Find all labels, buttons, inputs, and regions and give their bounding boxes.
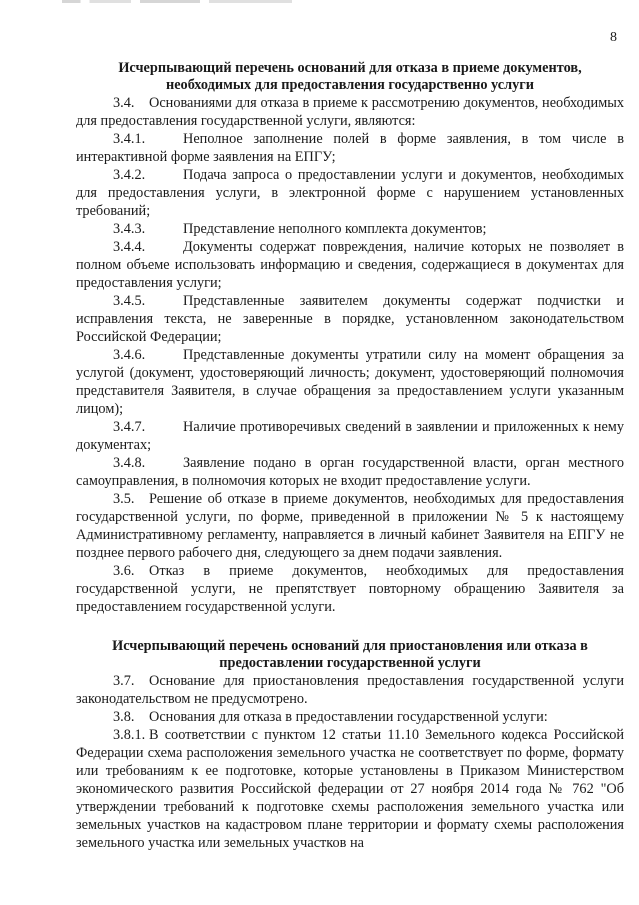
clause-text: Основание для приостановления предоставления государственной услуги законодательством не предусмотрено.	[76, 673, 624, 707]
clause-text: Заявление подано в орган государственной власти, орган местного самоуправления, в полномочия которых не входит предоставление услуги.	[76, 455, 624, 489]
clause-text: Представленные документы утратили силу на момент обращения за услугой (документ, удостоверяющий личность; документ, удостоверяющий полномочия представителя Заявителя, в случае обращения за предоставлением услуги указанным лицом);	[76, 347, 624, 417]
paragraph	[76, 708, 624, 726]
clause-number: 3.4.3.	[113, 221, 146, 237]
clause-number: 3.5.	[113, 491, 135, 507]
paragraph	[76, 220, 624, 238]
paragraph	[76, 672, 624, 708]
clause-text: Неполное заполнение полей в форме заявления, в том числе в интерактивной форме заявления на ЕПГУ;	[76, 131, 624, 165]
clause-number: 3.4.6.	[113, 347, 146, 363]
clause-number: 3.4.	[113, 95, 135, 111]
clause-number: 3.7.	[113, 673, 135, 689]
paragraph	[76, 94, 624, 130]
clause-number: 3.4.5.	[113, 293, 146, 309]
clause-number: 3.4.2.	[113, 167, 146, 183]
scan-artifact	[62, 0, 292, 3]
section-heading: Исчерпывающий перечень оснований для приостановления или отказа в предоставлении государственной услуги	[112, 638, 588, 671]
paragraph	[76, 130, 624, 166]
section-heading: Исчерпывающий перечень оснований для отказа в приеме документов, необходимых для предоставления государственно услуги	[118, 60, 582, 93]
page-number: 8	[610, 30, 617, 45]
clause-text: Представление неполного комплекта документов;	[183, 221, 487, 237]
paragraph	[76, 454, 624, 490]
paragraph	[76, 346, 624, 418]
paragraph	[76, 562, 624, 616]
clause-text: Основания для отказа в предоставлении государственной услуги:	[149, 709, 548, 725]
clause-text: В соответствии с пунктом 12 статьи 11.10 Земельного кодекса Российской Федерации схема расположения земельного участка не соответствует по форме, формату или требованиям к ее подготовке, которые установлены в Приказом Министерством экономического развития Российской федерации от 27 ноября 2014 года № 762 "Об утверждении требований к подготовке схемы расположения земельного участка или земельных участков на кадастровом плане территории и формату схемы расположения земельного участка или земельных участков на	[76, 727, 624, 851]
clause-text: Отказ в приеме документов, необходимых для предоставления государственной услуги, не препятствует повторному обращению Заявителя за предоставлением государственной услуги.	[76, 563, 624, 615]
clause-text: Подача запроса о предоставлении услуги и документов, необходимых для предоставления услуги, в электронной форме с нарушением установленных требований;	[76, 167, 624, 219]
paragraph	[76, 238, 624, 292]
paragraph	[76, 490, 624, 562]
clause-text: Наличие противоречивых сведений в заявлении и приложенных к нему документах;	[76, 419, 624, 453]
paragraph	[76, 292, 624, 346]
clause-number: 3.8.1.	[113, 727, 146, 743]
paragraph	[76, 418, 624, 454]
document-body	[76, 60, 624, 852]
clause-number: 3.8.	[113, 709, 135, 725]
clause-text: Представленные заявителем документы содержат подчистки и исправления текста, не заверенные в порядке, установленном законодательством Российской Федерации;	[76, 293, 624, 345]
clause-number: 3.6.	[113, 563, 135, 579]
clause-number: 3.4.8.	[113, 455, 146, 471]
clause-text: Основаниями для отказа в приеме к рассмотрению документов, необходимых для предоставления государственной услуги, являются:	[76, 95, 624, 129]
paragraph	[76, 726, 624, 852]
paragraph	[76, 166, 624, 220]
clause-number: 3.4.4.	[113, 239, 146, 255]
clause-text: Решение об отказе в приеме документов, необходимых для предоставления государственной услуги, по форме, приведенной в приложении № 5 к настоящему Административному регламенту, направляется в личный кабинет Заявителя на ЕПГУ не позднее первого рабочего дня, следующего за днем подачи заявления.	[76, 491, 624, 561]
clause-text: Документы содержат повреждения, наличие которых не позволяет в полном объеме использовать информацию и сведения, содержащиеся в документах для предоставления услуги;	[76, 239, 624, 291]
clause-number: 3.4.1.	[113, 131, 146, 147]
clause-number: 3.4.7.	[113, 419, 146, 435]
